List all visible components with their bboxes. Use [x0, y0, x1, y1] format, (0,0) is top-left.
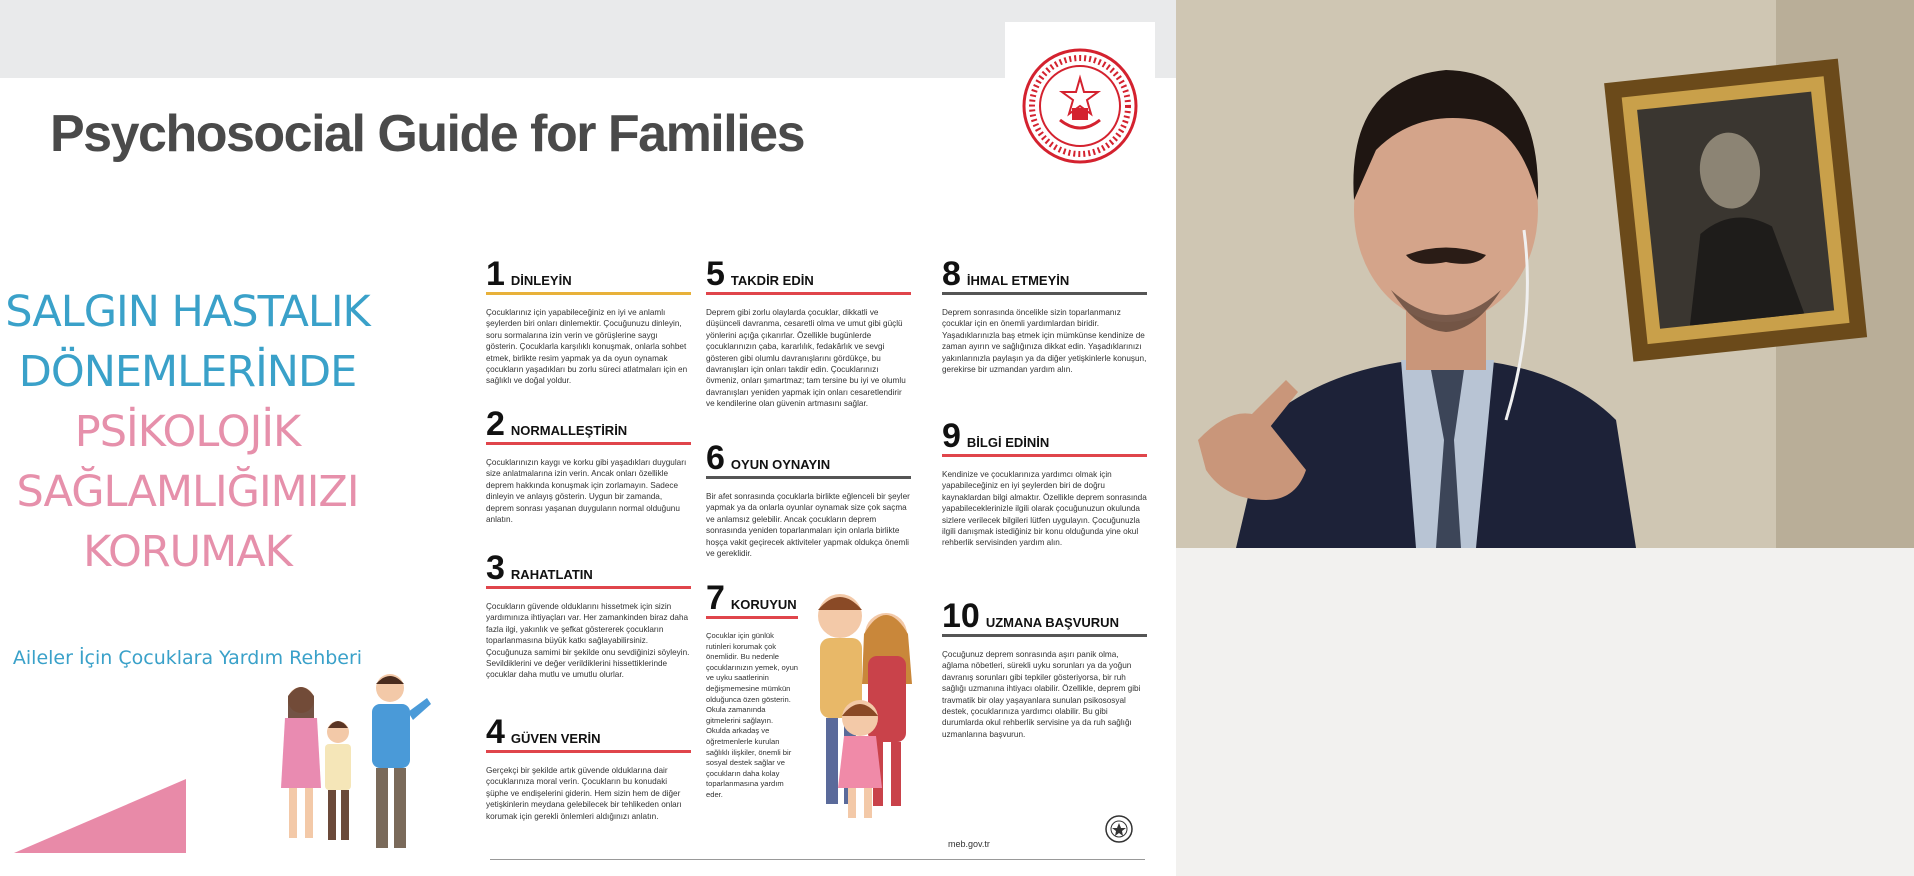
step-number: 2 — [486, 405, 505, 443]
step-title: BİLGİ EDİNİN — [966, 435, 1050, 450]
step-body: Çocukların güvende olduklarını hissetmek için sizin yardımınıza ihtiyaçları var. Her zamankinden biraz daha fazla ilgi, yakınlık ve şefkat göstererek çocukların toparlanmasına büyük katkı sağlayabilirsiniz. Çocuğunuza samimi bir şekilde onu sevdiğinizi söyleyin. Sevildiklerini ve değer verildiklerini hissettiklerinde çocuklar daha mutlu ve umutlu olurlar. — [486, 602, 690, 680]
step-header — [706, 255, 911, 295]
step-header — [942, 417, 1147, 457]
step-body: Gerçekçi bir şekilde artık güvende olduklarına dair çocuklarınıza moral verin. Çocukların bu konudaki şüphe ve endişelerini giderin. Hem sizin hem de diğer yetişkinlerin meydana gelebilecek bir tehlikeden onları korumak için gerekli önlemleri aldığınızı anlatın. — [486, 766, 682, 821]
slide-subtitle: Aileler İçin Çocuklara Yardım Rehberi — [12, 647, 363, 669]
heading-line-3: PSİKOLOJİK — [74, 407, 301, 457]
step-body: Bir afet sonrasında çocuklarla birlikte eğlenceli bir şeyler yapmak ya da onlarla oyunlar oynamak size çok saçma ve anlamsız gelebilir. Ancak çocukların deprem sonrasında yeniden toparlanmaları için onlarla birlikte hoşça vakit geçirecek aktiviteler yapmak oldukça önemli ve gereklidir. — [706, 492, 910, 559]
step-4 — [486, 713, 691, 822]
slide-title: Psychosocial Guide for Families — [50, 105, 804, 163]
step-title: RAHATLATIN — [510, 567, 593, 582]
step-header — [706, 439, 911, 479]
step-number: 10 — [942, 597, 980, 635]
small-seal-icon — [1104, 814, 1134, 844]
step-9 — [942, 417, 1147, 549]
step-body: Çocuklarınız için yapabileceğiniz en iyi ve anlamlı şeylerden biri onları dinlemektir. Çocuğunuzu dinleyin, soru sormalarına izin verin ve görüşlerine saygı gösterin. Çocuklarla karşılıklı konuşmak, onlarla sohbet etmek, birlikte resim yapmak ya da oyun oynamak çocukların yaşadıkları bu zorlu süreci atlatmaları için en sağlıklı ve doğal yoldur. — [486, 308, 688, 386]
step-6 — [706, 439, 911, 559]
step-3 — [486, 549, 691, 681]
step-body: Çocuğunuz deprem sonrasında aşırı panik olma, ağlama nöbetleri, sürekli uyku sorunları ya da yoğun davranış sorunları gibi tepkiler gösteriyorsa, bir ruh sağlığı uzmanına ihtiyacı olabilir. Özellikle, deprem gibi travmatik bir olay yaşayanlara sunulan psikososyal destek, çocuklarınıza yardımcı olabilir. Bu gibi durumlarda okul rehberlik servisine ya da ruh sağlığı uzmanlarına başvurun. — [942, 650, 1141, 739]
step-5 — [706, 255, 911, 410]
step-10 — [942, 597, 1147, 740]
step-title: DİNLEYİN — [510, 273, 572, 288]
logo-box — [1005, 22, 1155, 200]
step-8 — [942, 255, 1147, 375]
step-title: İHMAL ETMEYİN — [966, 273, 1070, 288]
step-header — [942, 255, 1147, 295]
step-1 — [486, 255, 691, 387]
step-header — [486, 405, 691, 445]
step-body: Çocuklarınızın kaygı ve korku gibi yaşadıkları duyguları size anlatmalarına izin verin. Ancak onları özellikle deprem hakkında konuşmak için zorlamayın. Sadece dinleyin ve anlayış gösterin. Uygun bir zamanda, deprem sonrası yaşanan duyguların normal olduğunu anlatın. — [486, 458, 687, 525]
step-body: Deprem sonrasında öncelikle sizin toparlanmanız çocuklar için en önemli yardımlardan biridir. Yaşadıklarınızla baş etmek için mümkünse kendinize de zaman ayırın ve sağlığınıza dikkat edin. Yaşadıklarınızı yakınlarınızla paylaşın ya da diğer yetişkinlerle konuşun, gerekirse bir uzmandan yardım alın. — [942, 308, 1147, 375]
heading-line-5: KORUMAK — [83, 527, 292, 577]
step-header — [486, 713, 691, 753]
heading-line-2: DÖNEMLERİNDE — [18, 347, 357, 397]
step-number: 1 — [486, 255, 505, 293]
heading-line-1: SALGIN HASTALIK — [5, 287, 370, 337]
footer-divider — [490, 859, 1145, 860]
step-title: GÜVEN VERİN — [510, 731, 601, 746]
step-7 — [706, 579, 799, 801]
participant-video[interactable] — [1176, 0, 1914, 548]
slide-top-bar — [0, 0, 1176, 78]
step-number: 4 — [486, 713, 505, 751]
step-title: NORMALLEŞTİRİN — [510, 423, 628, 438]
empty-video-area — [1176, 548, 1914, 876]
step-number: 5 — [706, 255, 725, 293]
step-number: 8 — [942, 255, 961, 293]
step-body: Deprem gibi zorlu olaylarda çocuklar, dikkatli ve düşünceli davranma, cesaretli olma ve umut gibi güçlü yönlerini açığa çıkarırlar. Özellikle bugünlerde çocuklarınızın çaba, kararlılık, fedakârlık ve sevgi gösteren gibi olumlu davranışlarını gördükçe, bu davranışları için onları takdir edin. Çocuklarınızı övmeniz, onları şımartmaz; tam tersine bu iyi ve olumlu davranışları yeniden yapmak için onları cesaretlendirir ve kendilerine olan güvenin artmasını sağlar. — [706, 308, 906, 409]
meb-seal-icon — [1020, 46, 1140, 166]
pink-corner-triangle — [14, 779, 186, 853]
step-header — [942, 597, 1147, 637]
step-title: OYUN OYNAYIN — [730, 457, 831, 472]
website-url: meb.gov.tr — [948, 839, 990, 849]
step-number: 9 — [942, 417, 961, 455]
step-title: UZMANA BAŞVURUN — [985, 615, 1119, 630]
step-body: Çocuklar için günlük rutinleri korumak çok önemlidir. Bu nedenle çocuklarınızın yemek, oyun ve uyku saatlerinin değişmemesine mümkün olduğunca özen gösterin. Okula zamanında gitmelerini sağlayın. Okulda arkadaş ve öğretmenlerle kurulan sağlıklı ilişkiler, önemli bir sosyal destek sağlar ve çocukların daha kolay toparlanmasına yardım eder. — [706, 631, 799, 799]
step-header — [486, 255, 691, 295]
step-title: KORUYUN — [730, 597, 797, 612]
family-illustration — [275, 668, 435, 853]
step-body: Kendinize ve çocuklarınıza yardımcı olmak için yapabileceğiniz en iyi şeylerden biri de doğru kaynaklardan bilgi almaktır. Özellikle deprem sonrasında yapabileceklerinizle ilgili olarak çocuğunuzun okulunda sizlere verilecek bilgileri lütfen uygulayın. Çocuğunuzla ilgili danışmak istediğiniz bir konu olduğunda yine okul rehberlik servisinden yardım alın. — [942, 470, 1147, 548]
participant-video-icon — [1176, 0, 1914, 548]
family-illustration-2 — [804, 588, 919, 828]
step-number: 7 — [706, 579, 725, 617]
step-2 — [486, 405, 691, 525]
heading-line-4: SAĞLAMLIĞIMIZI — [16, 467, 359, 517]
step-header — [706, 579, 798, 619]
step-header — [486, 549, 691, 589]
step-number: 6 — [706, 439, 725, 477]
step-number: 3 — [486, 549, 505, 587]
step-title: TAKDİR EDİN — [730, 273, 814, 288]
